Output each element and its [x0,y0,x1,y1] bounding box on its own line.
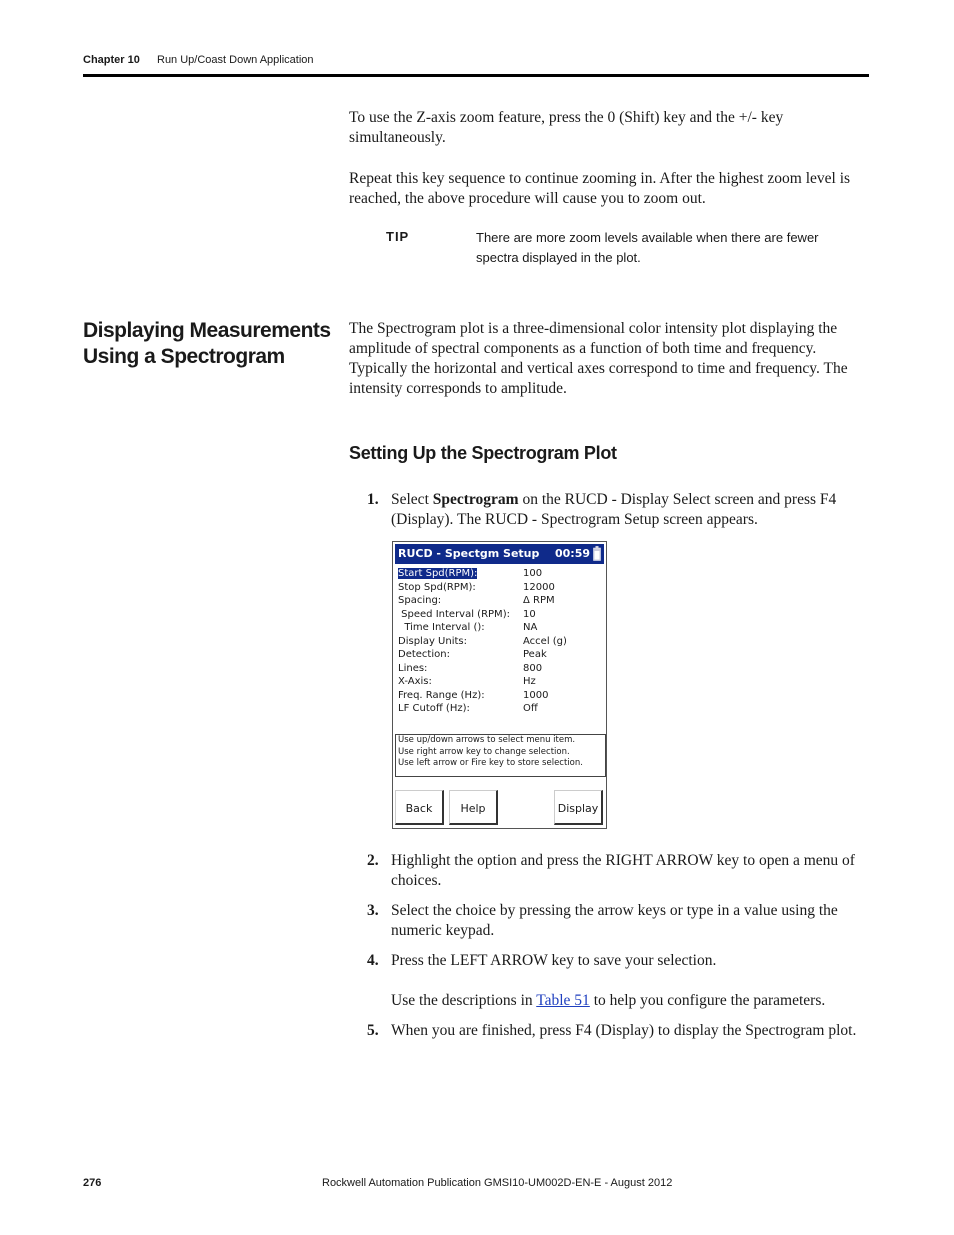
help-line: Use up/down arrows to select menu item. [398,735,576,745]
help-line: Use left arrow or Fire key to store selection. [398,758,583,768]
step-2 [367,851,873,891]
setting-row[interactable] [398,703,598,717]
setting-label: Time Interval (): [398,622,485,633]
setting-label: X-Axis: [398,676,432,687]
battery-icon [593,546,601,561]
chapter-title: Run Up/Coast Down Application [157,54,314,66]
step-5 [367,1021,873,1041]
setting-row[interactable] [398,676,598,690]
step-4-number: 4. [367,952,379,969]
setting-value: 10 [523,608,536,620]
display-button[interactable]: Display [554,790,603,825]
chapter-label: Chapter 10 [83,54,140,66]
setting-row[interactable] [398,568,598,582]
step-4-note-post: to help you configure the parameters. [589,992,826,1009]
device-time: 00:59 [555,547,591,560]
step-4-text: Press the LEFT ARROW key to save your selection. [391,952,717,969]
setting-label: Freq. Range (Hz): [398,689,485,701]
tip-label: TIP [386,229,410,244]
step-4-note-pre: Use the descriptions in [391,992,537,1009]
intro-paragraph-2: Repeat this key sequence to continue zooming in. After the highest zoom level is reached, the above procedure will cause you to zoom out. [349,170,851,207]
setting-row[interactable] [398,690,598,704]
setting-value: Δ RPM [523,595,555,606]
setting-label: Detection: [398,649,450,660]
step-3-number: 3. [367,902,379,919]
device-settings-list [398,568,598,717]
setting-value: 12000 [523,581,555,593]
setting-label: Lines: [398,662,428,674]
step-5-text: When you are finished, press F4 (Display) to display the Spectrogram plot. [391,1022,857,1039]
setting-row[interactable] [398,663,598,677]
setting-row[interactable] [398,595,598,609]
setting-value: 100 [523,568,543,579]
publication-info: Rockwell Automation Publication GMSI10-UM002D-EN-E - August 2012 [322,1177,673,1189]
help-line: Use right arrow key to change selection. [398,746,570,757]
setting-label: Stop Spd(RPM): [398,581,476,593]
setting-label: LF Cutoff (Hz): [398,703,470,714]
page-number: 276 [83,1177,102,1189]
setting-value: 800 [523,662,543,674]
setting-row[interactable] [398,649,598,663]
help-button[interactable]: Help [449,790,498,825]
step-5-number: 5. [367,1022,379,1039]
step-1-text-pre: Select [391,491,433,508]
subsection-title: Setting Up the Spectrogram Plot [349,443,617,463]
setting-row[interactable] [398,582,598,596]
setting-value: Peak [523,649,547,660]
setting-value: NA [523,622,538,633]
section-title: Displaying Measurements Using a Spectrogram [83,319,331,368]
setting-label: Display Units: [398,635,467,647]
header-rule [83,74,869,77]
section-body: The Spectrogram plot is a three-dimensional color intensity plot displaying the amplitude of spectral components as a function of both time and frequency. Typically the horizontal and vertical axes correspond to time and frequency. The intensity corresponds to amplitude. [349,320,848,397]
intro-paragraph-1: To use the Z-axis zoom feature, press the 0 (Shift) key and the +/- key simultaneously. [349,109,784,146]
setting-row[interactable] [398,622,598,636]
setting-value: Hz [523,676,536,687]
setting-value: Accel (g) [523,635,567,647]
device-title: RUCD - Spectgm Setup [398,547,540,560]
step-2-number: 2. [367,852,379,869]
setting-value: Off [523,703,538,714]
table-51-link[interactable]: Table 51 [536,992,590,1009]
setting-row[interactable] [398,636,598,650]
device-title-bar [395,544,604,564]
device-screen [392,541,607,829]
back-button[interactable]: Back [395,790,444,825]
step-2-text: Highlight the option and press the RIGHT ARROW key to open a menu of choices. [391,852,855,889]
step-3-text: Select the choice by pressing the arrow keys or type in a value using the numeric keypad. [391,902,838,939]
setting-label: Start Spd(RPM): [398,568,478,579]
step-3 [367,901,873,941]
setting-label: Spacing: [398,595,442,606]
step-4-note [367,991,873,1011]
tip-text: There are more zoom levels available when there are fewer spectra displayed in the plot. [476,230,819,265]
setting-label: Speed Interval (RPM): [398,608,510,620]
step-1-text-post: on the RUCD - Display Select screen and press F4 (Display). The RUCD - Spectrogram Setup screen appears. [391,491,837,528]
step-1-number: 1. [367,491,379,508]
device-help-box [395,734,606,777]
step-1 [367,490,873,530]
setting-value: 1000 [523,689,549,701]
step-4 [367,951,873,971]
step-1-text-bold: Spectrogram [432,491,519,508]
setting-row[interactable] [398,609,598,623]
